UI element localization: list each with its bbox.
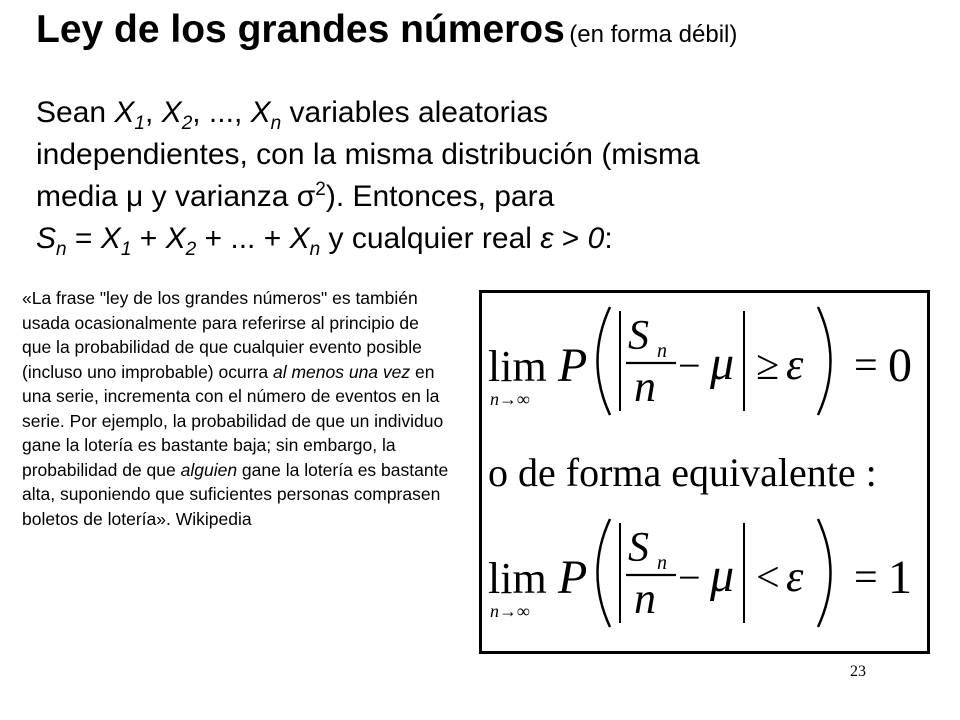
equivalent-text: o de forma equivalente : [488,450,877,495]
formula-weak-law [488,307,912,415]
title-subtitle: (en forma débil) [569,21,738,48]
sub-n: n [309,239,321,260]
quote-text: gane la lotería es bastante alta, suponiendo que suficientes personas comprasen boletos de lotería». Wikipedia [22,459,449,529]
lim: lim [488,342,547,391]
var-x: X [161,96,182,129]
mu: μ [710,337,735,390]
prob-P: P [558,551,588,604]
slide-title [36,8,737,52]
epsilon: ε [540,222,554,255]
var-s: S [36,222,57,255]
rhs-one: 1 [888,551,912,604]
lim: lim [488,554,547,603]
minus: − [678,343,701,388]
sub-2: 2 [185,239,197,260]
frac-n: n [634,362,656,411]
zero: 0 [587,222,605,255]
rhs-zero: 0 [888,339,912,392]
sub-n: n [270,113,282,134]
intro-text: ). Entonces, para [325,180,555,213]
formula-complement [488,519,912,627]
colon: : [604,222,613,255]
epsilon: ε [786,552,804,601]
intro-text: Sean [36,96,115,129]
formula-svg [482,293,927,651]
quote-italic: al menos una vez [272,361,411,382]
equals: = [854,343,878,389]
var-x: X [165,222,186,255]
frac-S: S [628,313,649,359]
intro-dots: , ..., [192,96,251,129]
plus-dots: + ... + [196,222,290,255]
var-x: X [289,222,310,255]
frac-S-sub: n [657,552,667,574]
intro-paragraph [36,92,936,260]
var-x: X [100,222,121,255]
sub-1: 1 [120,239,132,260]
sup-2: 2 [315,179,326,200]
var-x: X [250,96,271,129]
title-main: Ley de los grandes números [36,8,565,51]
intro-line-1 [36,92,936,134]
intro-text: media μ y varianza σ [36,180,316,213]
epsilon: ε [786,340,804,389]
equals: = [854,555,878,601]
geq: ≥ [756,343,780,389]
intro-text: y cualquier real [320,222,541,255]
lim-subscript: n→∞ [490,389,530,409]
frac-n: n [634,574,656,623]
quote-text: en una serie, incrementa con el número de eventos en la serie. Por ejemplo, la probabilidad de que un individuo gane la lotería es bastante baja; sin embargo, la probabilidad de que [22,361,444,480]
sub-2: 2 [181,113,193,134]
sub-1: 1 [134,113,145,134]
quote-italic: alguien [180,459,238,480]
less-than: < [756,555,780,601]
formula-box [479,290,930,654]
intro-line-2: independientes, con la misma distribución (misma [36,138,700,171]
paren-right [818,519,831,627]
paren-left [598,519,611,627]
paren-left [598,307,611,415]
greater-than: > [553,222,588,255]
var-x: X [114,96,135,129]
quote-text: «La frase "ley de los grandes números" es también usada ocasionalmente para referirse al principio de que la probabilidad de que cualquier evento posible (incluso uno improbable) ocurra [22,288,422,382]
equals: = [66,222,101,255]
paren-right [818,307,831,415]
minus: − [678,555,701,600]
intro-line-4 [36,218,936,260]
sub-n: n [56,239,67,260]
page-number: 23 [850,663,866,680]
frac-S-sub: n [657,340,667,362]
intro-sep: , [145,96,162,129]
mu: μ [710,549,735,602]
wikipedia-quote [22,286,452,531]
intro-text: variables aleatorias [281,96,549,129]
frac-S: S [628,525,649,571]
intro-line-3 [36,176,936,218]
prob-P: P [558,339,588,392]
plus: + [131,222,166,255]
lim-subscript: n→∞ [490,601,530,621]
